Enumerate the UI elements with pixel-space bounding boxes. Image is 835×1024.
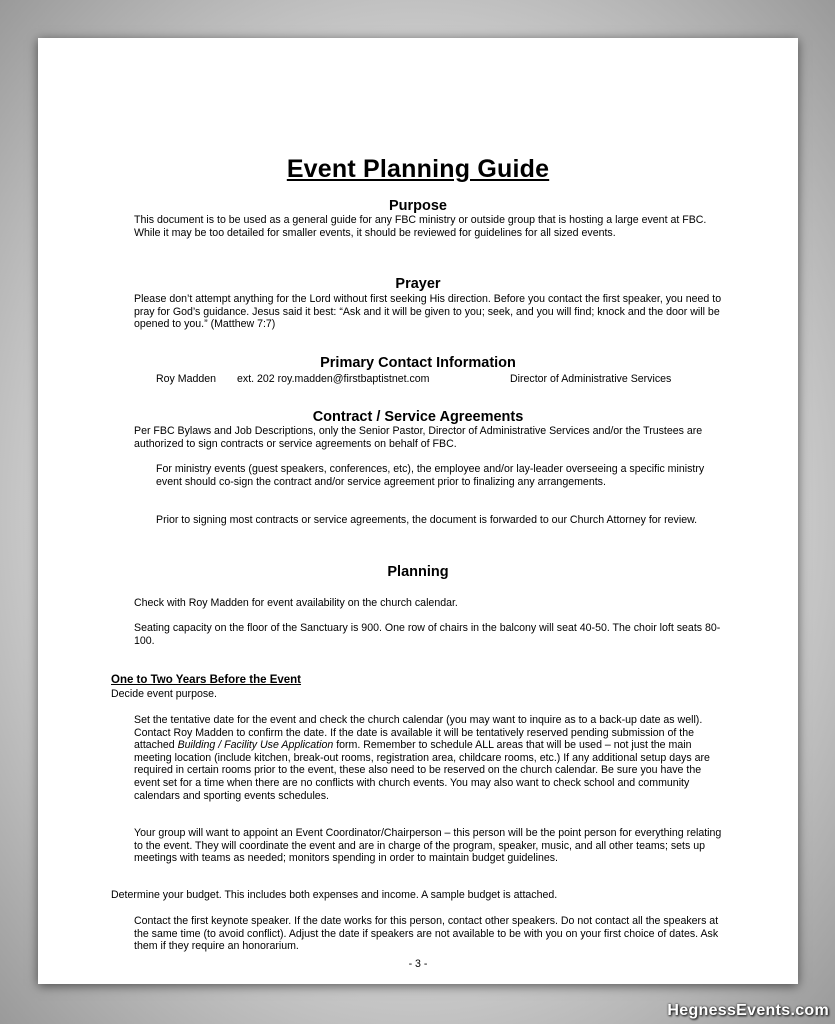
contract-heading: Contract / Service Agreements bbox=[312, 409, 524, 425]
decide-purpose-text: Decide event purpose. bbox=[111, 688, 218, 700]
contact-ext-email: ext. 202 roy.madden@firstbaptistnet.com bbox=[237, 373, 430, 385]
document-title: Event Planning Guide bbox=[286, 155, 550, 183]
tentative-date-text-b: form. Remember to schedule ALL areas that will be used – not just the main meeting location (include kitchen, break-out rooms, registration area, childcare rooms, etc.) If any additional setup days are required in certain rooms prior to the event, these also need to be reserved on the church calendar. Be sure you have the event set for a time when there are no conflicts with church events. You may also want to check school and community calendars and sporting events schedules. bbox=[134, 739, 710, 802]
budget-text: Determine your budget. This includes both expenses and income. A sample budget is attached. bbox=[111, 889, 558, 901]
contract-paragraph-2: For ministry events (guest speakers, conferences, etc), the employee and/or lay-leader overseeing a specific ministry event should co-sign the contract and/or service agreement prior to finalizing any arrangements. bbox=[156, 463, 705, 488]
contract-paragraph-1: Per FBC Bylaws and Job Descriptions, only the Senior Pastor, Director of Administrative Services and/or the Trustees are authorized to sign contracts or service agreements on behalf of FBC. bbox=[134, 425, 703, 450]
contact-name: Roy Madden bbox=[156, 373, 217, 385]
planning-paragraph-2: Seating capacity on the floor of the Sanctuary is 900. One row of chairs in the balcony will seat 40-50. The choir loft seats 80-100. bbox=[134, 622, 721, 647]
purpose-heading: Purpose bbox=[388, 198, 447, 214]
facility-application-form-name: Building / Facility Use Application bbox=[177, 739, 334, 752]
one-two-years-heading: One to Two Years Before the Event bbox=[111, 674, 302, 686]
tentative-date-text-a: Set the tentative date for the event and check the church calendar (you may want to inquire as to a back-up date as well). Contact Roy Madden to confirm the date. If the date is available it will be tentatively reserved pending submission of the attached bbox=[134, 714, 703, 752]
coordinator-paragraph: Your group will want to appoint an Event Coordinator/Chairperson – this person will be the point person for everything relating to the event. They will coordinate the event and are in charge of the program, speaker, music, and all other teams; sets up meetings with teams as needed; monitors spending in order to maintain budget guidelines. bbox=[134, 827, 722, 865]
planning-paragraph-1: Check with Roy Madden for event availability on the church calendar. bbox=[134, 597, 458, 609]
document-page bbox=[38, 38, 798, 984]
purpose-text: This document is to be used as a general guide for any FBC ministry or outside group that is hosting a large event at FBC. While it may be too detailed for smaller events, it should be reviewed for guidelines for all sized events. bbox=[134, 214, 707, 239]
keynote-speaker-paragraph: Contact the first keynote speaker. If the date works for this person, contact other speakers. Do not contact all the speakers at the same time (to avoid conflict). Adjust the date if speakers are not available to be with you on your first choice of dates. Ask them if they require an honorarium. bbox=[134, 915, 719, 953]
prayer-text: Please don’t attempt anything for the Lord without first seeking His direction. Before you contact the first speaker, you need to pray for God’s guidance. Jesus said it best: “Ask and it will be given to you; seek, and you will find; knock and the door will be opened to you.” (Matthew 7:7) bbox=[134, 293, 722, 331]
contact-heading: Primary Contact Information bbox=[320, 355, 516, 371]
contract-paragraph-3: Prior to signing most contracts or service agreements, the document is forwarded to our Church Attorney for review. bbox=[156, 514, 698, 526]
planning-heading: Planning bbox=[387, 564, 449, 580]
contact-role: Director of Administrative Services bbox=[510, 373, 672, 385]
tentative-date-paragraph bbox=[134, 714, 724, 802]
page-number: - 3 - bbox=[408, 958, 428, 970]
site-watermark: HegnessEvents.com bbox=[667, 1002, 829, 1019]
prayer-heading: Prayer bbox=[395, 276, 441, 292]
